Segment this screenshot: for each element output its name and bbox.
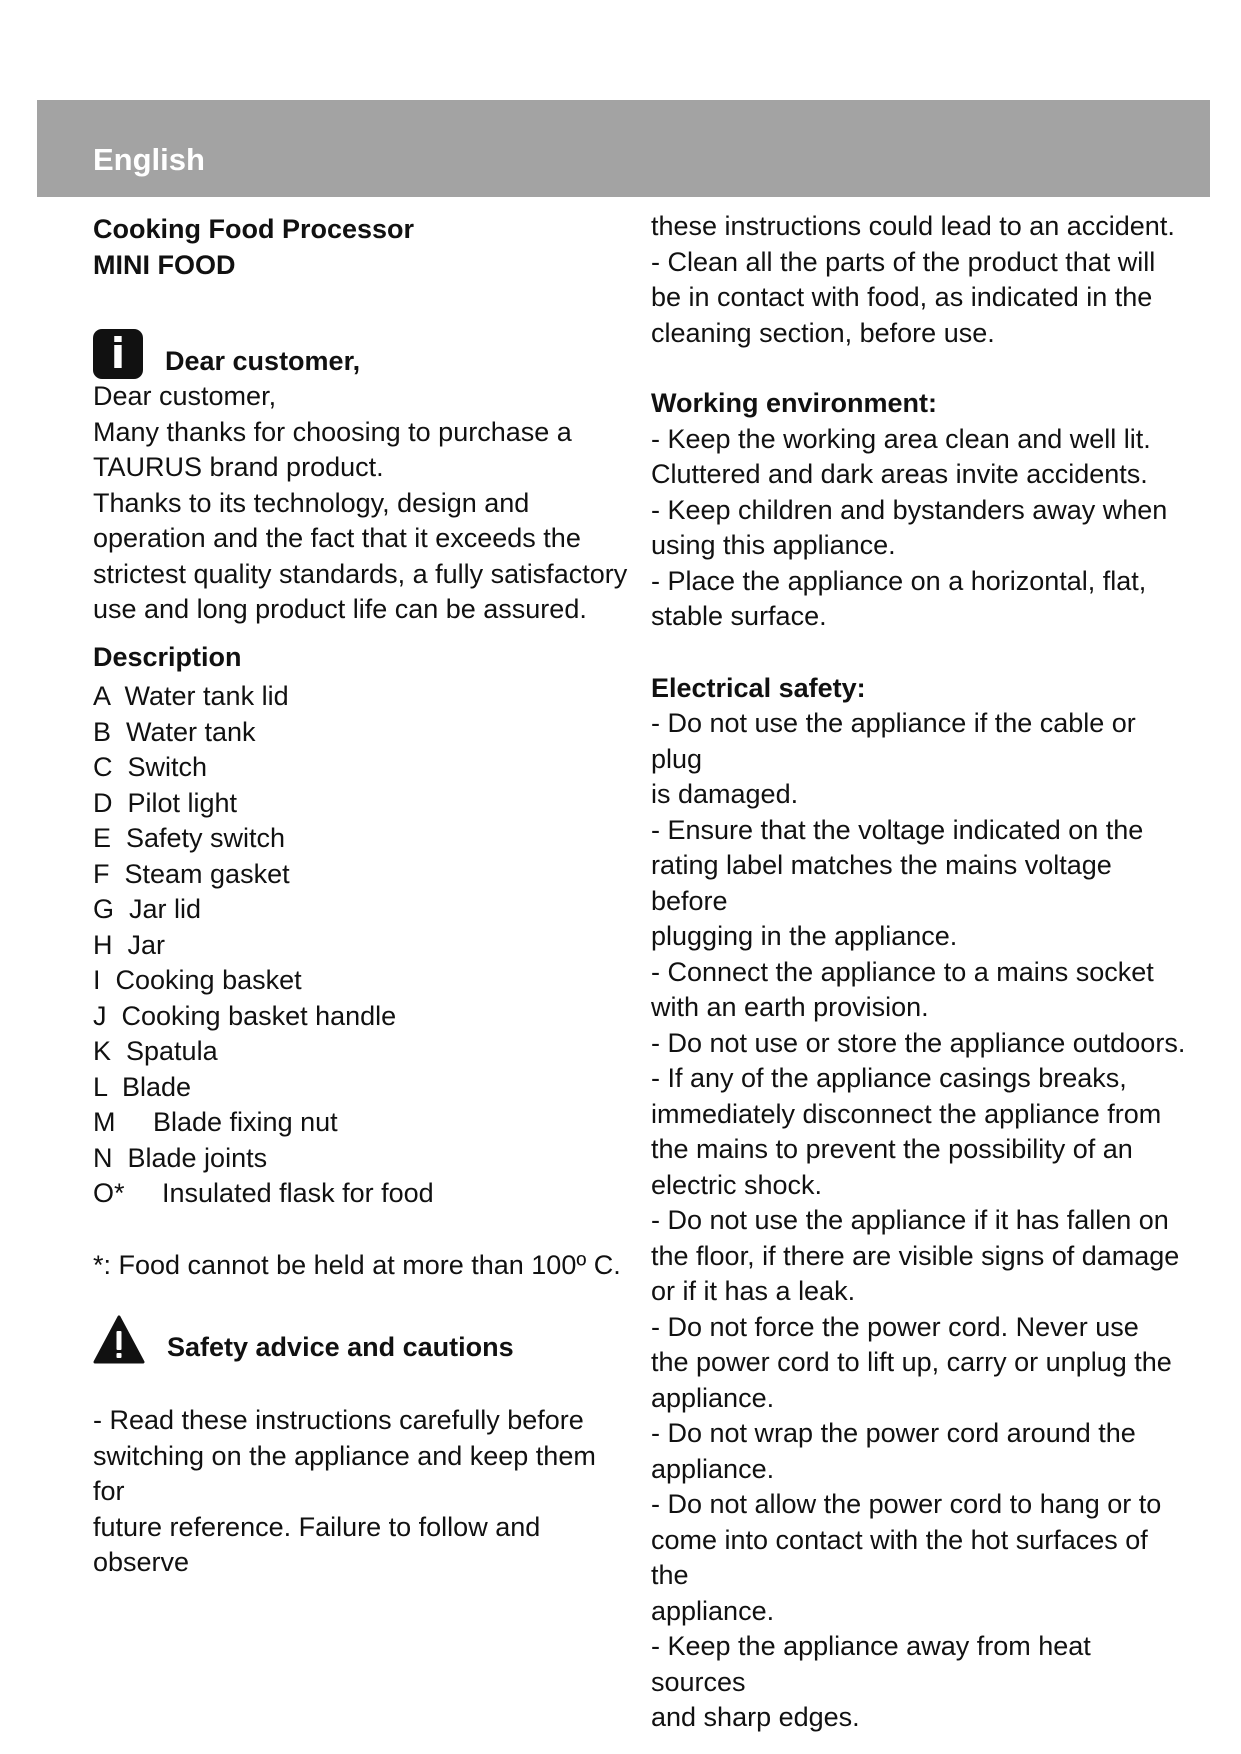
text-line: stable surface. [651, 601, 827, 631]
list-item: A Water tank lid [93, 681, 289, 711]
text-line: TAURUS brand product. [93, 452, 384, 482]
text-line: or if it has a leak. [651, 1276, 856, 1306]
greeting-heading: Dear customer, [165, 346, 361, 376]
text-line: appliance. [651, 1382, 775, 1413]
text-line: - Do not force the power cord. Never use [651, 1311, 1139, 1342]
text-line: operation and the fact that it exceeds the [93, 523, 581, 553]
text-line: - Ensure that the voltage indicated on the [651, 814, 1144, 845]
text-line: strictest quality standards, a fully satisfactory [93, 558, 628, 589]
text-line: - Clean all the parts of the product that will [651, 246, 1156, 277]
text-line: - Read these instructions carefully before [93, 1405, 584, 1435]
text-line: immediately disconnect the appliance from [651, 1098, 1162, 1129]
list-item: H Jar [93, 929, 166, 960]
right-column [651, 209, 1191, 1736]
list-item: N Blade joints [93, 1142, 268, 1173]
warning-icon [93, 1315, 145, 1365]
working-environment-heading: Working environment: [651, 388, 938, 418]
list-item: C Switch [93, 752, 208, 782]
list-item: O* Insulated flask for food [93, 1178, 434, 1208]
text-line: the floor, if there are visible signs of damage [651, 1240, 1180, 1271]
text-line: be in contact with food, as indicated in the [651, 282, 1153, 312]
text-line: the power cord to lift up, carry or unplug the [651, 1347, 1172, 1377]
text-line: Cluttered and dark areas invite accidents. [651, 459, 1148, 489]
text-line: is damaged. [651, 779, 799, 809]
list-item: D Pilot light [93, 787, 238, 818]
text-line: - Place the appliance on a horizontal, flat, [651, 565, 1147, 596]
list-item: I Cooking basket [93, 965, 302, 995]
list-item: B Water tank [93, 716, 256, 747]
text-line: future reference. Failure to follow and observe [93, 1511, 541, 1577]
text-line: - Keep the appliance away from heat sources [651, 1631, 1091, 1697]
text-line: using this appliance. [651, 530, 896, 560]
text-line: - Keep children and bystanders away when [651, 494, 1168, 525]
text-line: - Do not use or store the appliance outdoors. [651, 1027, 1186, 1058]
text-line: rating label matches the mains voltage before [651, 850, 1112, 916]
list-item: F Steam gasket [93, 858, 290, 889]
list-item: L Blade [93, 1071, 192, 1102]
text-line: - Do not allow the power cord to hang or to [651, 1489, 1162, 1519]
working-environment-text [651, 422, 1191, 635]
text-line: - Connect the appliance to a mains socket [651, 956, 1154, 987]
list-item: E Safety switch [93, 823, 286, 853]
text-line: use and long product life can be assured. [93, 594, 587, 624]
language-label: English [93, 142, 205, 177]
continuation-paragraph [651, 209, 1191, 351]
text-line: come into contact with the hot surfaces of the [651, 1524, 1148, 1590]
electrical-safety-text [651, 706, 1191, 1736]
safety-paragraph [93, 1403, 633, 1581]
text-line: cleaning section, before use. [651, 317, 995, 348]
list-item: J Cooking basket handle [93, 1000, 397, 1031]
text-line: appliance. [651, 1453, 775, 1484]
safety-heading: Safety advice and cautions [167, 1332, 514, 1362]
text-line: plugging in the appliance. [651, 921, 958, 951]
text-line: these instructions could lead to an accident. [651, 211, 1175, 241]
greeting-heading-row [93, 327, 633, 379]
text-line: switching on the appliance and keep them for [93, 1440, 596, 1506]
text-line: Many thanks for choosing to purchase a [93, 416, 572, 447]
text-line: - Do not use the appliance if it has fallen on [651, 1205, 1169, 1235]
text-line: with an earth provision. [651, 992, 929, 1022]
text-line: - Do not wrap the power cord around the [651, 1418, 1136, 1448]
list-item: G Jar lid [93, 894, 202, 924]
electrical-safety-heading: Electrical safety: [651, 672, 866, 703]
text-line: the mains to prevent the possibility of an [651, 1134, 1133, 1164]
text-line: Dear customer, [93, 381, 277, 411]
product-title: Cooking Food Processor [93, 214, 415, 244]
text-line: electric shock. [651, 1169, 823, 1200]
text-line: - Do not use the appliance if the cable or plug [651, 708, 1136, 774]
product-model: MINI FOOD [93, 249, 236, 280]
text-line: and sharp edges. [651, 1702, 860, 1732]
text-line: Thanks to its technology, design and [93, 487, 530, 518]
description-list [93, 679, 633, 1212]
text-line: - Keep the working area clean and well lit. [651, 423, 1151, 454]
left-column [93, 212, 633, 1581]
list-item: M Blade fixing nut [93, 1107, 338, 1137]
language-banner [37, 100, 1210, 197]
list-item: K Spatula [93, 1036, 218, 1066]
info-icon: i [93, 329, 143, 379]
safety-heading-row [93, 1313, 633, 1365]
footnote: *: Food cannot be held at more than 100º C. [93, 1249, 621, 1280]
greeting-paragraph [93, 379, 633, 628]
description-heading: Description [93, 641, 242, 672]
text-line: - If any of the appliance casings breaks, [651, 1063, 1127, 1093]
text-line: appliance. [651, 1595, 775, 1626]
